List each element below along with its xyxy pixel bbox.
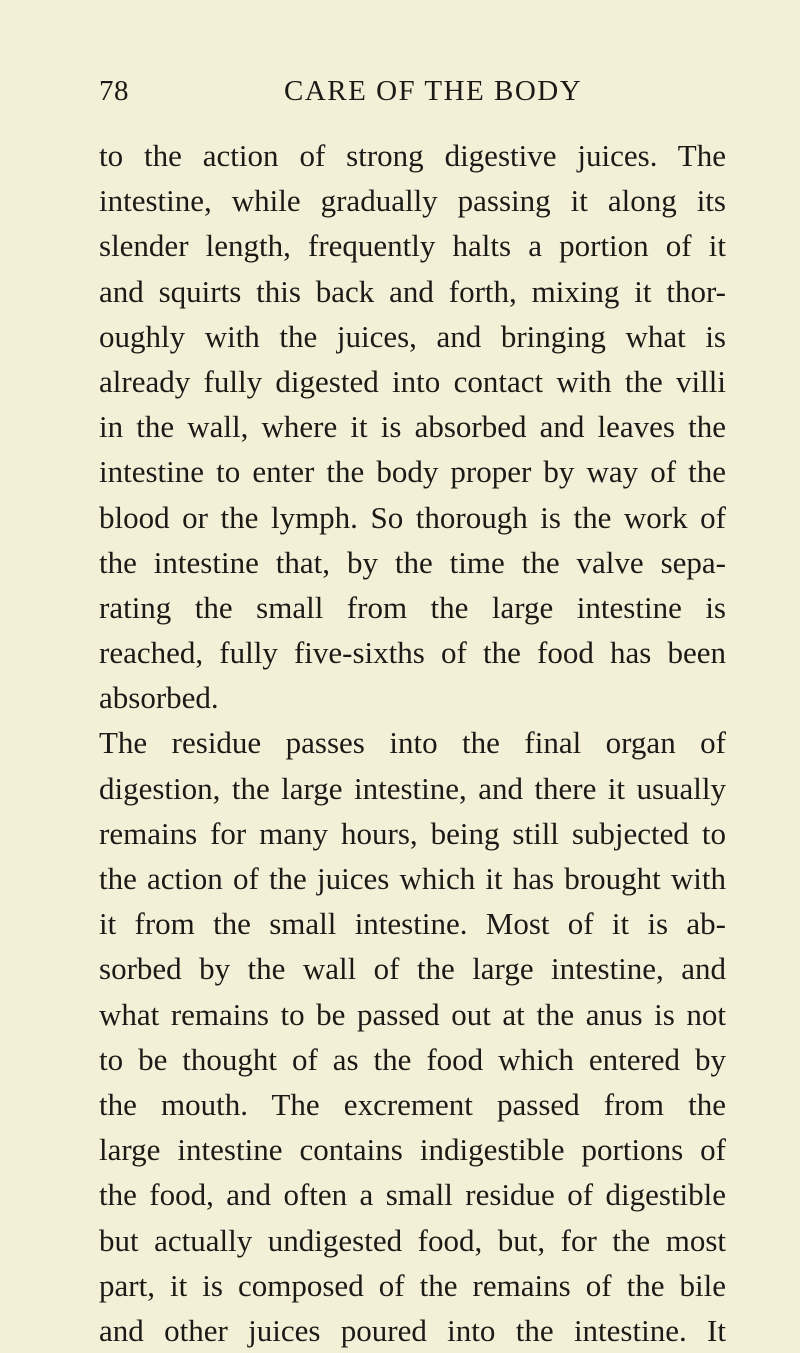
text-line: the mouth. The excrement passed from the [99, 1086, 726, 1122]
text-line: intestine, while gradually passing it along its [99, 183, 726, 219]
text-line: rating the small from the large intestine is [99, 589, 726, 625]
text-line: reached, fully five-sixths of the food has been [99, 635, 726, 671]
text-line: already fully digested into contact with the villi [99, 363, 726, 399]
text-line: absorbed. [99, 680, 219, 716]
text-line: it from the small intestine. Most of it is ab- [99, 906, 726, 942]
text-line: large intestine contains indigestible portions of [99, 1132, 726, 1168]
text-line: and squirts this back and forth, mixing it thor- [99, 273, 726, 309]
text-line: to be thought of as the food which entered by [99, 1041, 726, 1077]
text-line: the action of the juices which it has brought with [99, 861, 726, 896]
text-line: blood or the lymph. So thorough is the work of [99, 499, 726, 535]
text-line: the intestine that, by the time the valve sepa- [99, 544, 726, 580]
text-line: digestion, the large intestine, and there it usually [99, 770, 726, 806]
text-line: oughly with the juices, and bringing what is [99, 318, 726, 354]
text-line: sorbed by the wall of the large intestine, and [99, 951, 726, 987]
page-header [99, 75, 719, 115]
text-line: the food, and often a small residue of digestible [99, 1177, 726, 1213]
body-text [99, 133, 726, 1353]
text-line: what remains to be passed out at the anus is not [99, 996, 726, 1032]
text-line: but actually undigested food, but, for the most [99, 1222, 726, 1258]
text-line: and other juices poured into the intestine. It [99, 1312, 726, 1348]
text-line: slender length, frequently halts a portion of it [99, 228, 726, 264]
page-number: 78 [99, 75, 129, 107]
text-line: in the wall, where it is absorbed and leaves the [99, 409, 726, 445]
text-line: remains for many hours, being still subjected to [99, 815, 726, 851]
text-line: intestine to enter the body proper by way of the [99, 454, 726, 490]
text-line: to the action of strong digestive juices. The [99, 138, 726, 173]
paragraph-start-line: The residue passes into the final organ of [99, 725, 726, 761]
running-head: CARE OF THE BODY [284, 75, 583, 107]
text-line: part, it is composed of the remains of the bile [99, 1267, 726, 1303]
